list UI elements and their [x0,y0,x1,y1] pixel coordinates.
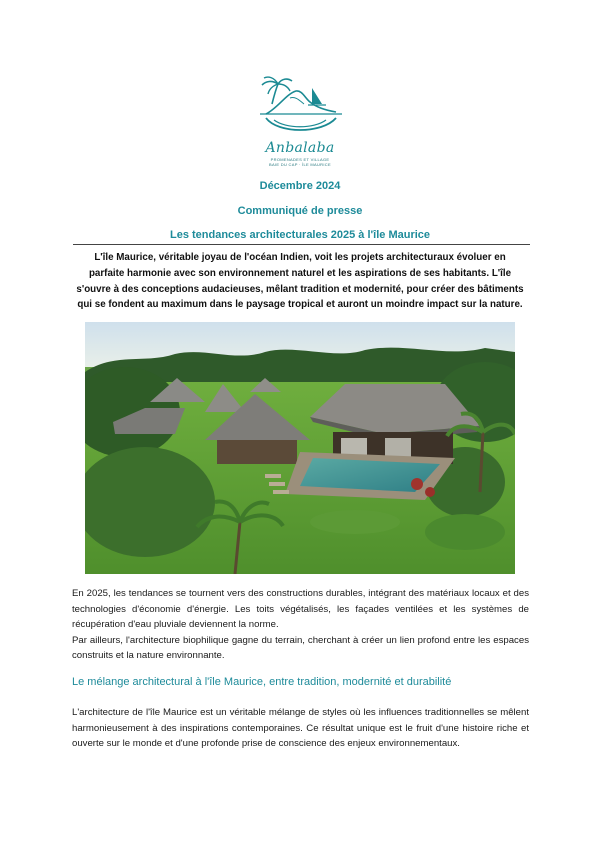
body-paragraph-3 [72,705,529,752]
brand-tagline-line2: BAIE DU CAP · ÎLE MAURICE [269,162,331,167]
body-paragraph-1: En 2025, les tendances se tournent vers des constructions durables, intégrant des matériaux locaux et des technologies d'économie d'énergie. Les toits végétalisés, les façades ventilées et les systèmes de récupération d'eau pluviale deviennent la norme. [72,588,529,630]
villa-aerial-photo [85,322,515,574]
release-headline: Les tendances architecturales 2025 à l'île Maurice [169,229,431,241]
brand-tagline-line1: PROMENADES ET VILLAGE [270,157,330,162]
body-paragraph-2: Par ailleurs, l'architecture biophilique gagne du terrain, cherchant à créer un lien profond entre les espaces construits et la nature environnante. [72,634,529,661]
brand-name: Anbalaba [265,140,335,156]
body-paragraphs-top [72,586,529,664]
brand-tagline [250,157,350,167]
villa-photo-illustration [85,322,515,574]
body-paragraph-3-text: L'architecture de l'île Maurice est un véritable mélange de styles où les influences traditionnelles se mêlent harmonieusement à des inspirations contemporaines. Ce résultat unique est le fruit d'une histoire riche et ouverte sur le monde et d'une profonde prise de conscience des enjeux environnementaux. [72,707,529,749]
headline-divider [73,244,530,245]
logo-emblem-icon [250,74,350,144]
release-date: Décembre 2024 [259,180,341,192]
release-kind: Communiqué de presse [237,205,363,217]
intro-paragraph: L'île Maurice, véritable joyau de l'océan Indien, voit les projets architecturaux évoluer en parfaite harmonie avec son environnement naturel et les aspirations de ses habitants. L'île s'ouvre à des conceptions audacieuses, mêlant tradition et modernité, pour créer des bâtiments qui se fondent au maximum dans le paysage tropical et auront un moindre impact sur la nature. [76,252,524,311]
anbalaba-logo [250,74,350,170]
section-heading: Le mélange architectural à l'île Maurice, entre tradition, modernité et durabilité [72,676,452,688]
